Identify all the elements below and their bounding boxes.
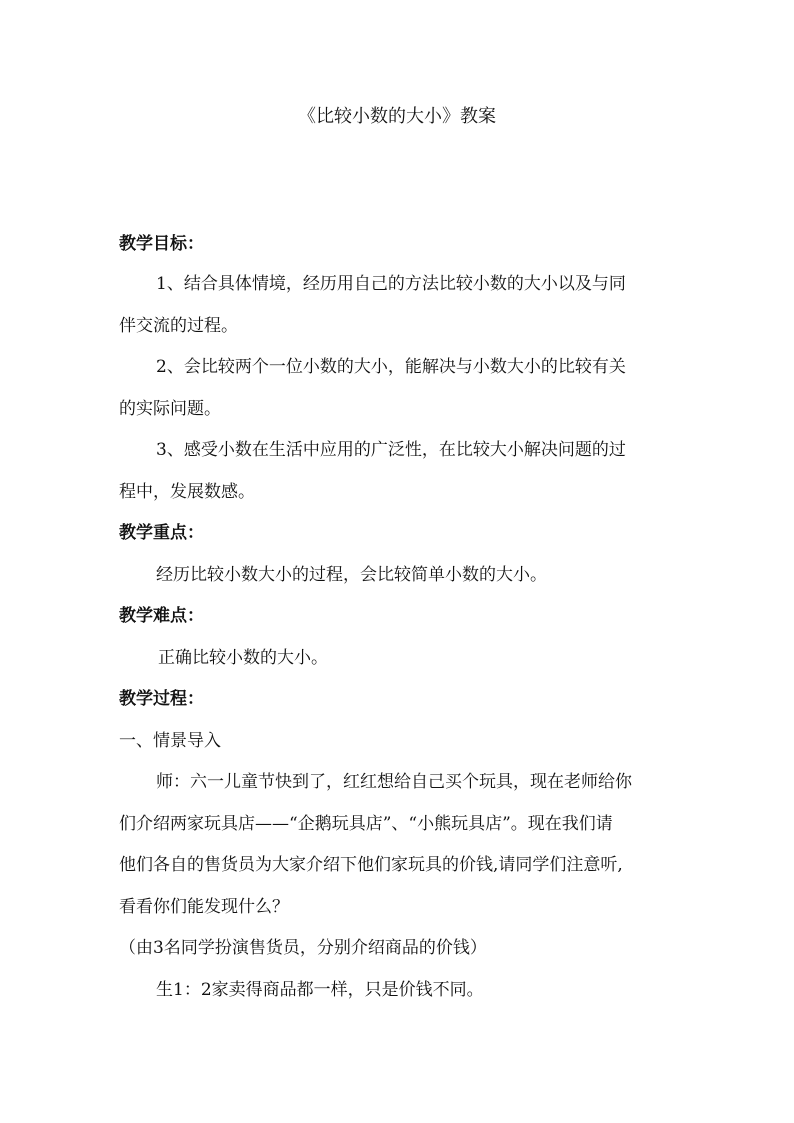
document-title: 《比较小数的大小》教案 — [298, 106, 496, 127]
difficulty-text: 正确比较小数的大小。 — [158, 648, 328, 668]
difficulty-heading: 教学难点： — [119, 606, 204, 626]
teacher-line-4: 看看你们能发现什么？ — [119, 897, 289, 917]
student-1-answer: 生1：2家卖得商品都一样，只是价钱不同。 — [156, 980, 484, 1000]
goals-heading: 教学目标： — [119, 234, 204, 254]
key-points-heading: 教学重点： — [119, 523, 204, 543]
goal-3-line-1: 3、感受小数在生活中应用的广泛性，在比较大小解决问题的过 — [156, 440, 626, 460]
teacher-line-2: 们介绍两家玩具店——“企鹅玩具店”、“小熊玩具店”。现在我们请 — [119, 814, 613, 834]
goal-3-line-2: 程中，发展数感。 — [119, 482, 255, 502]
goal-1-line-1: 1、结合具体情境，经历用自己的方法比较小数的大小以及与同 — [156, 274, 626, 294]
goal-2-line-2: 的实际问题。 — [119, 399, 221, 419]
key-points-text: 经历比较小数大小的过程，会比较简单小数的大小。 — [156, 565, 547, 585]
teacher-line-3: 他们各自的售货员为大家介绍下他们家玩具的价钱,请同学们注意听, — [119, 855, 623, 875]
activity-note: （由3名同学扮演售货员，分别介绍商品的价钱） — [119, 938, 487, 958]
part-1-heading: 一、情景导入 — [119, 731, 221, 751]
goal-1-line-2: 伴交流的过程。 — [119, 316, 238, 336]
teacher-line-1: 师：六一儿童节快到了，红红想给自己买个玩具，现在老师给你 — [156, 772, 632, 792]
goal-2-line-1: 2、会比较两个一位小数的大小，能解决与小数大小的比较有关 — [156, 357, 626, 377]
process-heading: 教学过程： — [119, 689, 204, 709]
